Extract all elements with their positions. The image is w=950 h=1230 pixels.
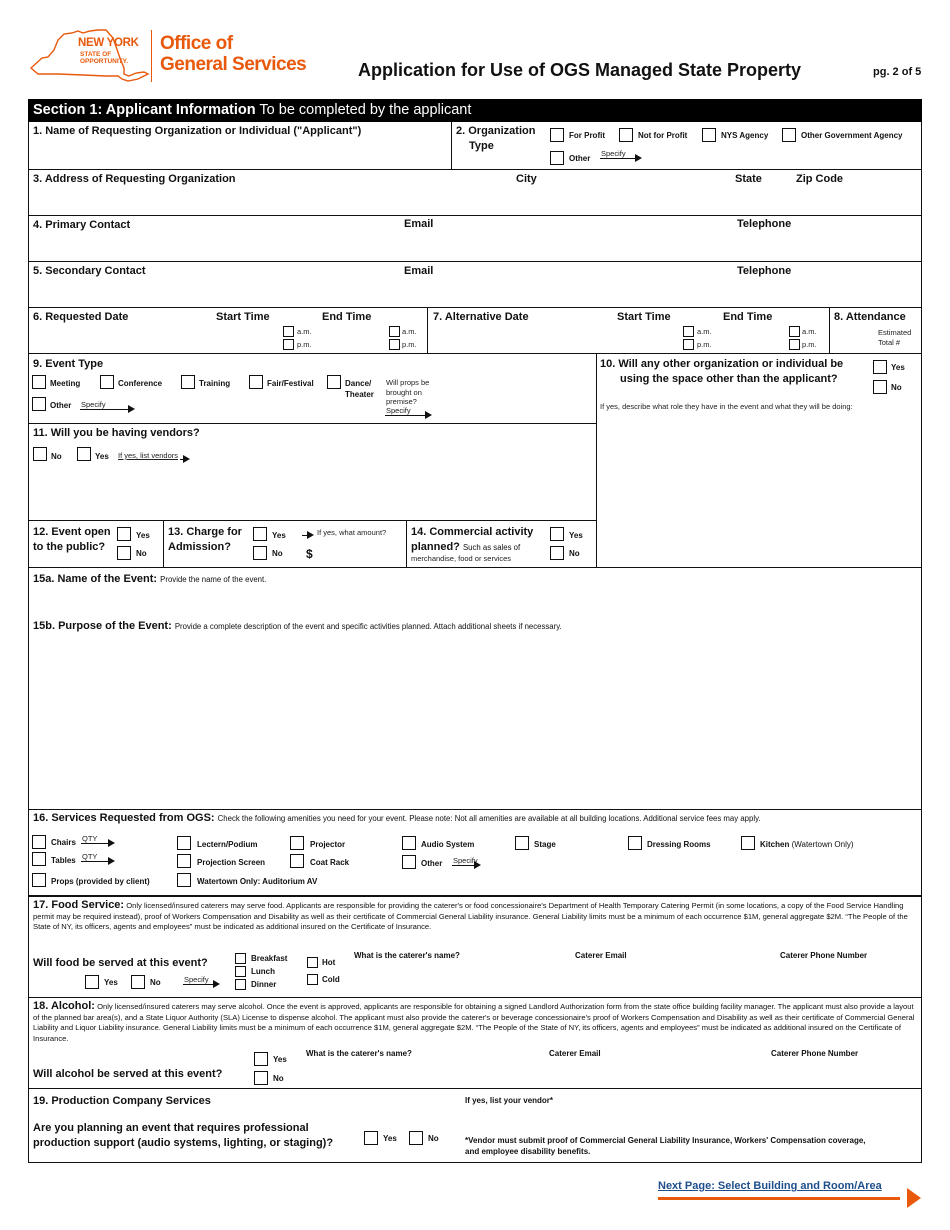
requested-date-label: 6. Requested Date [33,311,129,323]
org-specify-arrow-icon [600,158,640,159]
props-question-3: premise? [386,397,417,406]
tables-arrow-icon [81,861,113,862]
production-yes-label: Yes [383,1134,397,1143]
lunch-label: Lunch [251,967,275,976]
lunch-checkbox[interactable] [235,966,246,977]
admission-no-label: No [272,549,283,558]
food-question: Will food be served at this event? [33,957,208,969]
admission-arrow-icon [302,535,312,536]
commercial-no-checkbox[interactable] [550,546,564,560]
section-1-heading: Section 1: Applicant Information To be completed by the applicant [33,102,472,118]
chairs-checkbox[interactable] [32,835,46,849]
services-other-specify: Specify [453,856,478,865]
req-start-pm-checkbox[interactable] [283,339,294,350]
dressing-rooms-checkbox[interactable] [628,836,642,850]
req-start-time-label: Start Time [216,311,270,323]
public-yes-label: Yes [136,531,150,540]
props-question-2: brought on [386,388,422,397]
city-label: City [516,173,537,185]
next-page-arrow-head-icon [907,1188,921,1208]
chairs-label: Chairs [51,838,76,847]
theater-label: Theater [345,390,374,399]
admission-yes-checkbox[interactable] [253,527,267,541]
other-gov-agency-label: Other Government Agency [801,131,903,140]
req-end-am-checkbox[interactable] [389,326,400,337]
props-question-1: Will props be [386,378,430,387]
field-1-label: 1. Name of Requesting Organization or Individual ("Applicant") [33,125,362,137]
alt-end-am-checkbox[interactable] [789,326,800,337]
event-other-specify: Specify [81,400,106,409]
projection-screen-label: Projection Screen [197,858,266,867]
office-name-line-1: Office of [160,33,233,54]
field-13-label-2: Admission? [168,541,231,553]
vendors-yes-checkbox[interactable] [77,447,91,461]
coat-rack-label: Coat Rack [310,858,350,867]
vendors-yes-label: Yes [95,452,109,461]
secondary-email-label: Email [404,265,434,277]
tables-qty-label: QTY [82,852,98,861]
for-profit-label: For Profit [569,131,605,140]
vendors-list-note: If yes, list vendors [118,451,179,460]
kitchen-label: Kitchen (Watertown Only) [760,840,854,849]
cold-label: Cold [322,975,340,984]
production-vendor-label: If yes, list your vendor* [465,1096,554,1105]
watertown-av-checkbox[interactable] [177,873,191,887]
field-10-label-1: 10. Will any other organization or individual be [600,358,844,370]
food-specify: Specify [184,975,209,984]
admission-yes-label: Yes [272,531,286,540]
conference-label: Conference [118,379,163,388]
production-no-checkbox[interactable] [409,1131,423,1145]
production-question-2: production support (audio systems, lighting, or staging)? [33,1137,334,1149]
food-caterer-name-label: What is the caterer's name? [354,951,460,960]
field-14-note-2: merchandise, food or services [411,554,512,563]
fair-festival-label: Fair/Festival [267,379,314,388]
primary-email-label: Email [404,218,434,230]
alcohol-yes-label: Yes [273,1055,287,1064]
production-note-2: and employee disability benefits. [465,1147,591,1156]
services-other-arrow-icon [452,865,479,866]
nys-agency-label: NYS Agency [721,131,769,140]
watertown-av-label: Watertown Only: Auditorium AV [197,877,318,886]
fair-festival-checkbox[interactable] [249,375,263,389]
org-specify-label: Specify [601,149,626,158]
alt-end-pm-checkbox[interactable] [789,339,800,350]
projector-label: Projector [310,840,346,849]
projection-screen-checkbox[interactable] [177,854,191,868]
alt-start-am-label: a.m. [697,327,712,336]
breakfast-checkbox[interactable] [235,953,246,964]
food-caterer-phone-label: Caterer Phone Number [780,951,868,960]
not-for-profit-label: Not for Profit [638,131,688,140]
page-number: pg. 2 of 5 [873,66,922,78]
chairs-arrow-icon [81,843,113,844]
props-specify: Specify [386,406,411,415]
food-caterer-email-label: Caterer Email [575,951,627,960]
field-12-label-1: 12. Event open [33,526,111,538]
zip-label: Zip Code [796,173,844,185]
f10-no-label: No [891,383,902,392]
for-profit-checkbox[interactable] [550,128,564,142]
secondary-contact-label: 5. Secondary Contact [33,265,146,277]
field-14-label-1: 14. Commercial activity [411,526,534,538]
other-gov-agency-checkbox[interactable] [782,128,796,142]
production-yes-checkbox[interactable] [364,1131,378,1145]
event-other-arrow-icon [80,409,133,410]
alternative-date-label: 7. Alternative Date [433,311,529,323]
field-13-label-1: 13. Charge for [168,526,242,538]
req-start-am-checkbox[interactable] [283,326,294,337]
admission-dollar: $ [306,547,313,561]
food-specify-arrow-icon [183,984,218,985]
public-no-checkbox[interactable] [117,546,131,560]
food-yes-checkbox[interactable] [85,975,99,989]
total-label: Total # [878,338,901,347]
props-specify-arrow-icon [385,415,430,416]
alcohol-question: Will alcohol be served at this event? [33,1068,223,1080]
food-no-checkbox[interactable] [131,975,145,989]
alcohol-caterer-email-label: Caterer Email [549,1049,601,1058]
alcohol-yes-checkbox[interactable] [254,1052,268,1066]
food-service-text: 17. Food Service: Only licensed/insured caterers may serve food. Applicants are responsible for providing the caterer's or food concessionaire's Department of Health Temporary Catering Permit (in some locations, a copy of the Food Service Handling permit may be required instead), proof of Workers Compensation and Disability as well as their certificate of Commercial General Liability insurance. General Liability limits must be a minimum of each occurrence $1M, general aggregate $2M. “The People of the State of NY, its officers, agents and employees” must be indicated as additional insured on the Certificate of Insurance. [33,899,908,932]
kitchen-checkbox[interactable] [741,836,755,850]
field-2-label: 2. Organization [456,125,536,137]
f10-no-checkbox[interactable] [873,380,887,394]
primary-contact-label: 4. Primary Contact [33,219,131,231]
props-label: Props (provided by client) [51,877,150,886]
form-title: Application for Use of OGS Managed State Property [358,60,802,80]
dinner-label: Dinner [251,980,277,989]
hot-checkbox[interactable] [307,957,318,968]
tables-label: Tables [51,856,76,865]
dinner-checkbox[interactable] [235,979,246,990]
org-other-label: Other [569,154,591,163]
state-label: State [735,173,762,185]
req-start-pm-label: p.m. [297,340,312,349]
field-10-label-2: using the space other than the applicant? [620,373,838,385]
field-12-label-2: to the public? [33,541,106,553]
training-label: Training [199,379,231,388]
req-end-pm-label: p.m. [402,340,417,349]
dance-theater-checkbox[interactable] [327,375,341,389]
stage-checkbox[interactable] [515,836,529,850]
alcohol-text: 18. Alcohol: Only licensed/insured caterers may serve alcohol. Once the event is approved, applicants are responsible for obtaining a signed Landlord Authorization form from the state office building facility manager. The applicant must also provide a layout of the planned bar area(s), and a State Liquor Authority (SLA) License to dispense alcohol. The applicant must also provide the caterer's or beverage concessionaire's proof of Workers Compensation and Disability as well as their certificate of Commercial General Liability and Liquor Liability insurance. General Liability limits must be a minimum of each occurrence $1M, general aggregate $2M. “The People of the State of NY, its officers, agents and employees” must be indicated as additional insured on the Certificate of Insurance. [33,1000,915,1043]
field-16-label: 16. Services Requested from OGS: Check the following amenities you need for your event. Please note: Not all amenities are available at all building locations. Additional service fees may apply. [33,812,761,824]
props-checkbox[interactable] [32,873,46,887]
services-other-checkbox[interactable] [402,855,416,869]
lectern-checkbox[interactable] [177,836,191,850]
hot-label: Hot [322,958,336,967]
alcohol-no-checkbox[interactable] [254,1071,268,1085]
conference-checkbox[interactable] [100,375,114,389]
tables-checkbox[interactable] [32,852,46,866]
req-start-am-label: a.m. [297,327,312,336]
event-other-label: Other [50,401,72,410]
not-for-profit-checkbox[interactable] [619,128,633,142]
field-19-label: 19. Production Company Services [33,1095,211,1107]
alt-start-am-checkbox[interactable] [683,326,694,337]
org-other-checkbox[interactable] [550,151,564,165]
logo-line-1: NEW YORK [78,37,139,49]
dance-label: Dance/ [345,379,372,388]
meeting-label: Meeting [50,379,81,388]
nys-agency-checkbox[interactable] [702,128,716,142]
alcohol-caterer-name-label: What is the caterer's name? [306,1049,412,1058]
alt-end-time-label: End Time [723,311,773,323]
estimated-label: Estimated [878,328,912,337]
field-14-label-2: planned? Such as sales of [411,541,521,553]
production-question-1: Are you planning an event that requires professional [33,1122,309,1134]
public-no-label: No [136,549,147,558]
alt-start-pm-checkbox[interactable] [683,339,694,350]
alt-end-pm-label: p.m. [802,340,817,349]
vendors-no-checkbox[interactable] [33,447,47,461]
production-note-1: *Vendor must submit proof of Commercial General Liability Insurance, Workers' Compensation coverage, [465,1136,866,1145]
production-no-label: No [428,1134,439,1143]
alt-end-am-label: a.m. [802,327,817,336]
field-3-label: 3. Address of Requesting Organization [33,173,236,185]
logo-line-2: STATE OF [80,51,112,58]
commercial-no-label: No [569,549,580,558]
public-yes-checkbox[interactable] [117,527,131,541]
field-15a: 15a. Name of the Event: Provide the name of the event. [33,573,267,585]
event-type-label: 9. Event Type [33,358,104,370]
vendors-arrow-icon [180,459,188,460]
coat-rack-checkbox[interactable] [290,854,304,868]
req-end-time-label: End Time [322,311,372,323]
field-15b: 15b. Purpose of the Event: Provide a complete description of the event and specific activities planned. Attach additional sheets if necessary. [33,620,562,632]
services-other-label: Other [421,859,443,868]
f10-yes-checkbox[interactable] [873,360,887,374]
primary-tel-label: Telephone [737,218,792,230]
office-name-line-2: General Services [160,54,307,75]
commercial-yes-checkbox[interactable] [550,527,564,541]
training-checkbox[interactable] [181,375,195,389]
secondary-tel-label: Telephone [737,265,792,277]
chairs-qty-label: QTY [82,834,98,843]
alt-start-time-label: Start Time [617,311,671,323]
req-end-pm-checkbox[interactable] [389,339,400,350]
next-page-arrow-icon[interactable] [658,1197,900,1200]
alcohol-no-label: No [273,1074,284,1083]
req-end-am-label: a.m. [402,327,417,336]
admission-no-checkbox[interactable] [253,546,267,560]
alt-start-pm-label: p.m. [697,340,712,349]
commercial-yes-label: Yes [569,531,583,540]
event-other-checkbox[interactable] [32,397,46,411]
field-2-label-2: Type [469,140,494,152]
attendance-label: 8. Attendance [834,311,906,323]
breakfast-label: Breakfast [251,954,288,963]
audio-system-label: Audio System [421,840,475,849]
dressing-rooms-label: Dressing Rooms [647,840,711,849]
logo-line-3: OPPORTUNITY. [80,58,129,65]
meeting-checkbox[interactable] [32,375,46,389]
cold-checkbox[interactable] [307,974,318,985]
audio-system-checkbox[interactable] [402,836,416,850]
next-page-link[interactable]: Next Page: Select Building and Room/Area [658,1180,882,1192]
f10-yes-label: Yes [891,363,905,372]
field-10-note: If yes, describe what role they have in the event and what they will be doing: [600,402,853,411]
field-11-label: 11. Will you be having vendors? [33,427,200,439]
food-no-label: No [150,978,161,987]
food-yes-label: Yes [104,978,118,987]
projector-checkbox[interactable] [290,836,304,850]
lectern-label: Lectern/Podium [197,840,258,849]
stage-label: Stage [534,840,556,849]
admission-amount-note: If yes, what amount? [317,528,387,537]
vendors-no-label: No [51,452,62,461]
alcohol-caterer-phone-label: Caterer Phone Number [771,1049,859,1058]
